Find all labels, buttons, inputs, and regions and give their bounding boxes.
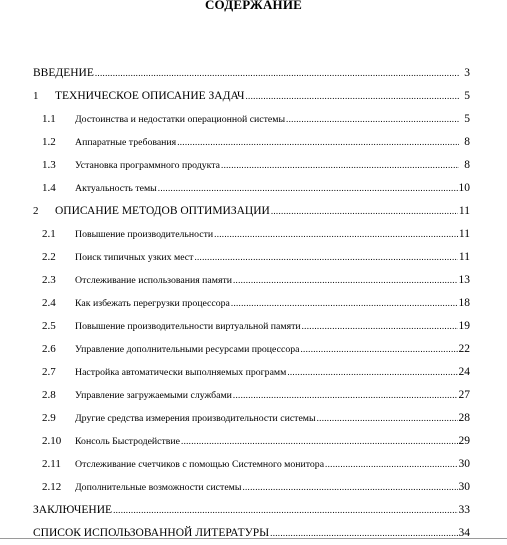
- toc-entry-page-number: 8: [464, 159, 470, 171]
- toc-entry-number: 2.1: [42, 228, 56, 240]
- toc-entry-number: 2.10: [42, 435, 62, 447]
- toc-entry[interactable]: [33, 407, 470, 430]
- toc-entry-label: Консоль Быстродействие: [75, 436, 181, 447]
- toc-entry-page-number: 33: [458, 504, 470, 516]
- toc-entry[interactable]: [33, 269, 470, 292]
- toc-entry[interactable]: [33, 384, 470, 407]
- table-of-contents: [33, 62, 470, 545]
- toc-entry-page-number: 30: [458, 458, 470, 470]
- toc-entry[interactable]: [33, 430, 470, 453]
- toc-dot-leader: [181, 430, 457, 453]
- toc-entry-page-number: 28: [458, 412, 470, 424]
- toc-entry-label: ВВЕДЕНИЕ: [33, 67, 94, 79]
- toc-entry-label: Повышение производительности виртуальной памяти: [75, 321, 301, 332]
- toc-entry-number: 1.3: [42, 159, 56, 171]
- toc-entry-label: Другие средства измерения производительности системы: [75, 413, 316, 424]
- toc-entry-label: Настройка автоматически выполняемых программ: [75, 367, 287, 378]
- toc-entry[interactable]: [33, 246, 470, 269]
- toc-title: СОДЕРЖАНИЕ: [204, 0, 303, 12]
- toc-entry-number: 2.11: [42, 458, 61, 470]
- toc-entry-page-number: 3: [464, 67, 470, 79]
- toc-entry[interactable]: [33, 338, 470, 361]
- toc-entry-page-number: 5: [464, 113, 470, 125]
- toc-entry[interactable]: [33, 177, 470, 200]
- toc-entry-number: 2.4: [42, 297, 56, 309]
- toc-dot-leader: [302, 315, 458, 338]
- page-bottom-divider: [0, 538, 507, 539]
- toc-entry-number: 2.12: [42, 481, 62, 493]
- toc-entry-number: 2.8: [42, 389, 56, 401]
- toc-entry[interactable]: [33, 476, 470, 499]
- toc-entry[interactable]: [33, 200, 470, 223]
- toc-entry-label: СПИСОК ИСПОЛЬЗОВАННОЙ ЛИТЕРАТУРЫ: [33, 527, 270, 539]
- toc-entry-number: 2.6: [42, 343, 56, 355]
- toc-entry[interactable]: [33, 361, 470, 384]
- toc-entry-label: ОПИСАНИЕ МЕТОДОВ ОПТИМИЗАЦИИ: [55, 205, 270, 217]
- toc-entry-label: ЗАКЛЮЧЕНИЕ: [33, 504, 113, 516]
- toc-entry-page-number: 30: [458, 481, 470, 493]
- toc-entry-label: Как избежать перегрузки процессора: [75, 298, 230, 309]
- toc-entry-page-number: 34: [458, 527, 470, 539]
- toc-dot-leader: [231, 292, 458, 315]
- toc-entry-label: Отслеживание использования памяти: [75, 275, 232, 286]
- toc-entry-label: Актуальность темы: [75, 183, 157, 194]
- toc-entry-page-number: 18: [458, 297, 470, 309]
- toc-dot-leader: [194, 246, 457, 269]
- toc-entry-page-number: 13: [458, 274, 470, 286]
- toc-entry-page-number: 11: [458, 251, 470, 263]
- toc-dot-leader: [270, 522, 457, 545]
- toc-entry[interactable]: [33, 292, 470, 315]
- toc-dot-leader: [246, 85, 460, 108]
- toc-entry[interactable]: [33, 154, 470, 177]
- toc-entry-page-number: 22: [458, 343, 470, 355]
- toc-entry-label: Поиск типичных узких мест: [75, 252, 194, 263]
- toc-dot-leader: [317, 407, 458, 430]
- toc-dot-leader: [177, 131, 459, 154]
- toc-entry-label: Повышение производительности: [75, 229, 214, 240]
- toc-entry-label: Достоинства и недостатки операционной системы: [75, 114, 286, 125]
- toc-dot-leader: [95, 62, 459, 85]
- toc-entry-label: Управление загружаемыми службами: [75, 390, 232, 401]
- toc-entry-number: 2.5: [42, 320, 56, 332]
- toc-entry-page-number: 29: [458, 435, 470, 447]
- toc-entry[interactable]: [33, 62, 470, 85]
- toc-dot-leader: [233, 269, 458, 292]
- toc-entry-number: 2.9: [42, 412, 56, 424]
- toc-entry-page-number: 19: [458, 320, 470, 332]
- toc-entry[interactable]: [33, 131, 470, 154]
- toc-entry-number: 1: [33, 90, 39, 102]
- toc-entry-number: 1.2: [42, 136, 56, 148]
- toc-entry-number: 2: [33, 205, 39, 217]
- toc-dot-leader: [301, 338, 458, 361]
- toc-entry-label: Аппаратные требования: [75, 137, 177, 148]
- toc-entry-page-number: 27: [458, 389, 470, 401]
- toc-entry-page-number: 11: [458, 205, 470, 217]
- toc-entry[interactable]: [33, 108, 470, 131]
- toc-entry-label: Отслеживание счетчиков с помощью Системного монитора: [75, 459, 325, 470]
- toc-entry-label: Установка программного продукта: [75, 160, 221, 171]
- toc-entry-page-number: 24: [458, 366, 470, 378]
- toc-dot-leader: [113, 499, 457, 522]
- toc-dot-leader: [233, 384, 458, 407]
- toc-entry-number: 2.7: [42, 366, 56, 378]
- toc-entry-page-number: 10: [458, 182, 470, 194]
- toc-entry-page-number: 11: [458, 228, 470, 240]
- toc-entry-number: 1.4: [42, 182, 56, 194]
- toc-entry-label: ТЕХНИЧЕСКОЕ ОПИСАНИЕ ЗАДАЧ: [55, 90, 245, 102]
- toc-entry-number: 2.3: [42, 274, 56, 286]
- toc-dot-leader: [214, 223, 458, 246]
- toc-dot-leader: [325, 453, 457, 476]
- toc-dot-leader: [287, 361, 457, 384]
- toc-entry[interactable]: [33, 453, 470, 476]
- toc-entry-number: 1.1: [42, 113, 56, 125]
- toc-entry[interactable]: [33, 85, 470, 108]
- toc-entry[interactable]: [33, 522, 470, 545]
- toc-entry-label: Управление дополнительными ресурсами процессора: [75, 344, 300, 355]
- toc-entry-page-number: 5: [464, 90, 470, 102]
- toc-entry-page-number: 8: [464, 136, 470, 148]
- toc-entry-label: Дополнительные возможности системы: [75, 482, 242, 493]
- toc-dot-leader: [221, 154, 459, 177]
- toc-dot-leader: [158, 177, 458, 200]
- toc-dot-leader: [271, 200, 458, 223]
- toc-entry[interactable]: [33, 315, 470, 338]
- toc-entry-number: 2.2: [42, 251, 56, 263]
- toc-entry[interactable]: [33, 223, 470, 246]
- toc-entry[interactable]: [33, 499, 470, 522]
- toc-dot-leader: [242, 476, 457, 499]
- toc-dot-leader: [286, 108, 459, 131]
